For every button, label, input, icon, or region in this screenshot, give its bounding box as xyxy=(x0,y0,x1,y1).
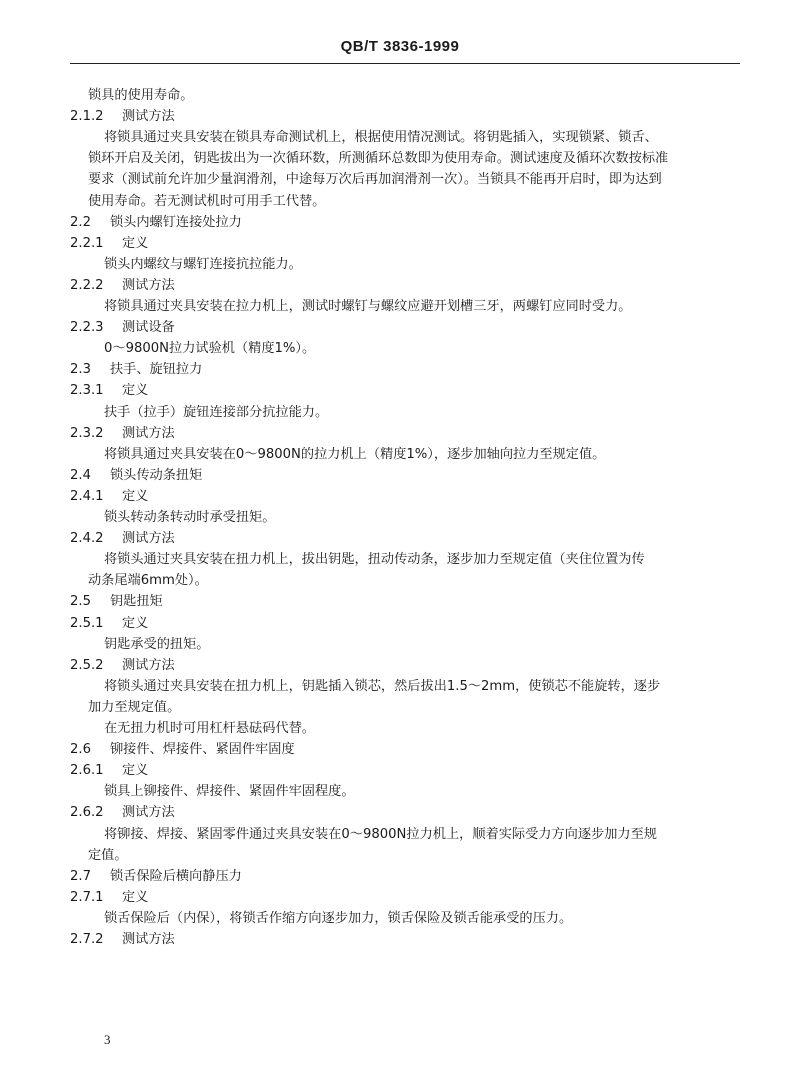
paragraph-first-line: 锁头内螺纹与螺钉连接抗拉能力。 xyxy=(104,256,302,272)
paragraph-line: 要求（测试前允许加少量润滑剂，中途每万次后再加润滑剂一次）。当锁具不能再开启时，即为达到 xyxy=(88,172,662,188)
section-title: 锁头内螺钉连接处拉力 xyxy=(110,214,242,230)
paragraph-line: 锁具的使用寿命。 xyxy=(88,88,194,103)
section-number: 2.2 xyxy=(70,214,91,230)
section-title: 定义 xyxy=(122,889,149,905)
paragraph-first-line: 锁舌保险后（内保），将锁舌作缩方向逐步加力，锁舌保险及锁舌能承受的压力。 xyxy=(104,910,573,926)
section-number: 2.3.2 xyxy=(70,425,104,441)
paragraph-line: 使用寿命。若无测试机时可用手工代替。 xyxy=(88,193,326,209)
section-title: 锁头传动条扭矩 xyxy=(110,467,203,483)
section-number: 2.1.2 xyxy=(70,109,104,125)
section-title: 定义 xyxy=(122,383,149,399)
section-title: 测试设备 xyxy=(122,320,175,336)
section-number: 2.4.1 xyxy=(70,488,104,504)
paragraph-first-line: 锁头转动条转动时承受扭矩。 xyxy=(104,510,276,525)
section-number: 2.3.1 xyxy=(70,383,104,399)
section-number: 2.5.2 xyxy=(70,657,104,673)
section-title: 铆接件、焊接件、紧固件牢固度 xyxy=(110,742,295,758)
paragraph-first-line: 0～9800N拉力试验机（精度1%）。 xyxy=(104,341,316,357)
section-title: 钥匙扭矩 xyxy=(110,594,163,610)
section-title: 扶手、旋钮拉力 xyxy=(110,362,203,378)
paragraph-line: 动条尾端6mm处）。 xyxy=(88,573,208,589)
section-title: 测试方法 xyxy=(122,932,175,947)
paragraph-first-line: 将铆接、焊接、紧固零件通过夹具安装在0～9800N拉力机上，顺着实际受力方向逐步加力至规 xyxy=(104,826,657,842)
paragraph-first-line: 在无扭力机时可用杠杆悬砝码代替。 xyxy=(104,721,315,736)
paragraph-first-line: 锁具上铆接件、焊接件、紧固件牢固程度。 xyxy=(104,784,355,800)
section-title: 测试方法 xyxy=(122,657,175,673)
standard-code-header: QB/T 3836-1999 xyxy=(340,38,460,55)
section-title: 定义 xyxy=(122,235,149,251)
section-number: 2.5 xyxy=(70,594,91,610)
section-number: 2.7.2 xyxy=(70,932,104,947)
section-number: 2.2.2 xyxy=(70,277,104,293)
paragraph-first-line: 将锁头通过夹具安装在扭力机上，钥匙插入锁芯，然后拔出1.5～2mm，使锁芯不能旋转，逐步 xyxy=(104,678,661,694)
section-number: 2.7.1 xyxy=(70,889,104,905)
section-number: 2.4 xyxy=(70,467,91,483)
section-number: 2.6.1 xyxy=(70,763,104,779)
section-title: 测试方法 xyxy=(122,109,175,125)
section-title: 锁舌保险后横向静压力 xyxy=(110,868,242,884)
section-title: 定义 xyxy=(122,488,149,504)
section-number: 2.2.1 xyxy=(70,235,104,251)
section-number: 2.5.1 xyxy=(70,615,104,631)
paragraph-first-line: 将锁头通过夹具安装在扭力机上，拔出钥匙，扭动传动条，逐步加力至规定值（夹住位置为传 xyxy=(104,552,645,568)
section-title: 测试方法 xyxy=(122,277,175,293)
paragraph-first-line: 将锁具通过夹具安装在0～9800N的拉力机上（精度1%），逐步加轴向拉力至规定值。 xyxy=(104,446,606,462)
section-number: 2.6.2 xyxy=(70,805,104,821)
section-number: 2.2.3 xyxy=(70,320,104,336)
section-title: 测试方法 xyxy=(122,805,175,821)
section-number: 2.6 xyxy=(70,742,91,758)
section-number: 2.3 xyxy=(70,362,91,378)
paragraph-line: 定值。 xyxy=(88,847,128,863)
paragraph-line: 加力至规定值。 xyxy=(88,699,181,715)
paragraph-first-line: 将锁具通过夹具安装在锁具寿命测试机上，根据使用情况测试。将钥匙插入，实现锁紧、锁舌、 xyxy=(104,130,658,146)
paragraph-first-line: 将锁具通过夹具安装在拉力机上，测试时螺钉与螺纹应避开划槽三牙，两螺钉应同时受力。 xyxy=(104,299,632,314)
section-number: 2.4.2 xyxy=(70,531,104,547)
section-title: 定义 xyxy=(122,615,149,631)
paragraph-line: 锁环开启及关闭，钥匙拔出为一次循环数，所测循环总数即为使用寿命。测试速度及循环次数按标准 xyxy=(88,151,669,167)
paragraph-first-line: 扶手（拉手）旋钮连接部分抗拉能力。 xyxy=(104,404,329,420)
section-title: 定义 xyxy=(122,763,149,779)
section-title: 测试方法 xyxy=(122,531,175,547)
header-rule xyxy=(70,63,740,64)
section-title: 测试方法 xyxy=(122,425,175,441)
page-number: 3 xyxy=(104,1032,111,1047)
paragraph-first-line: 钥匙承受的扭矩。 xyxy=(104,636,210,652)
section-number: 2.7 xyxy=(70,868,91,884)
